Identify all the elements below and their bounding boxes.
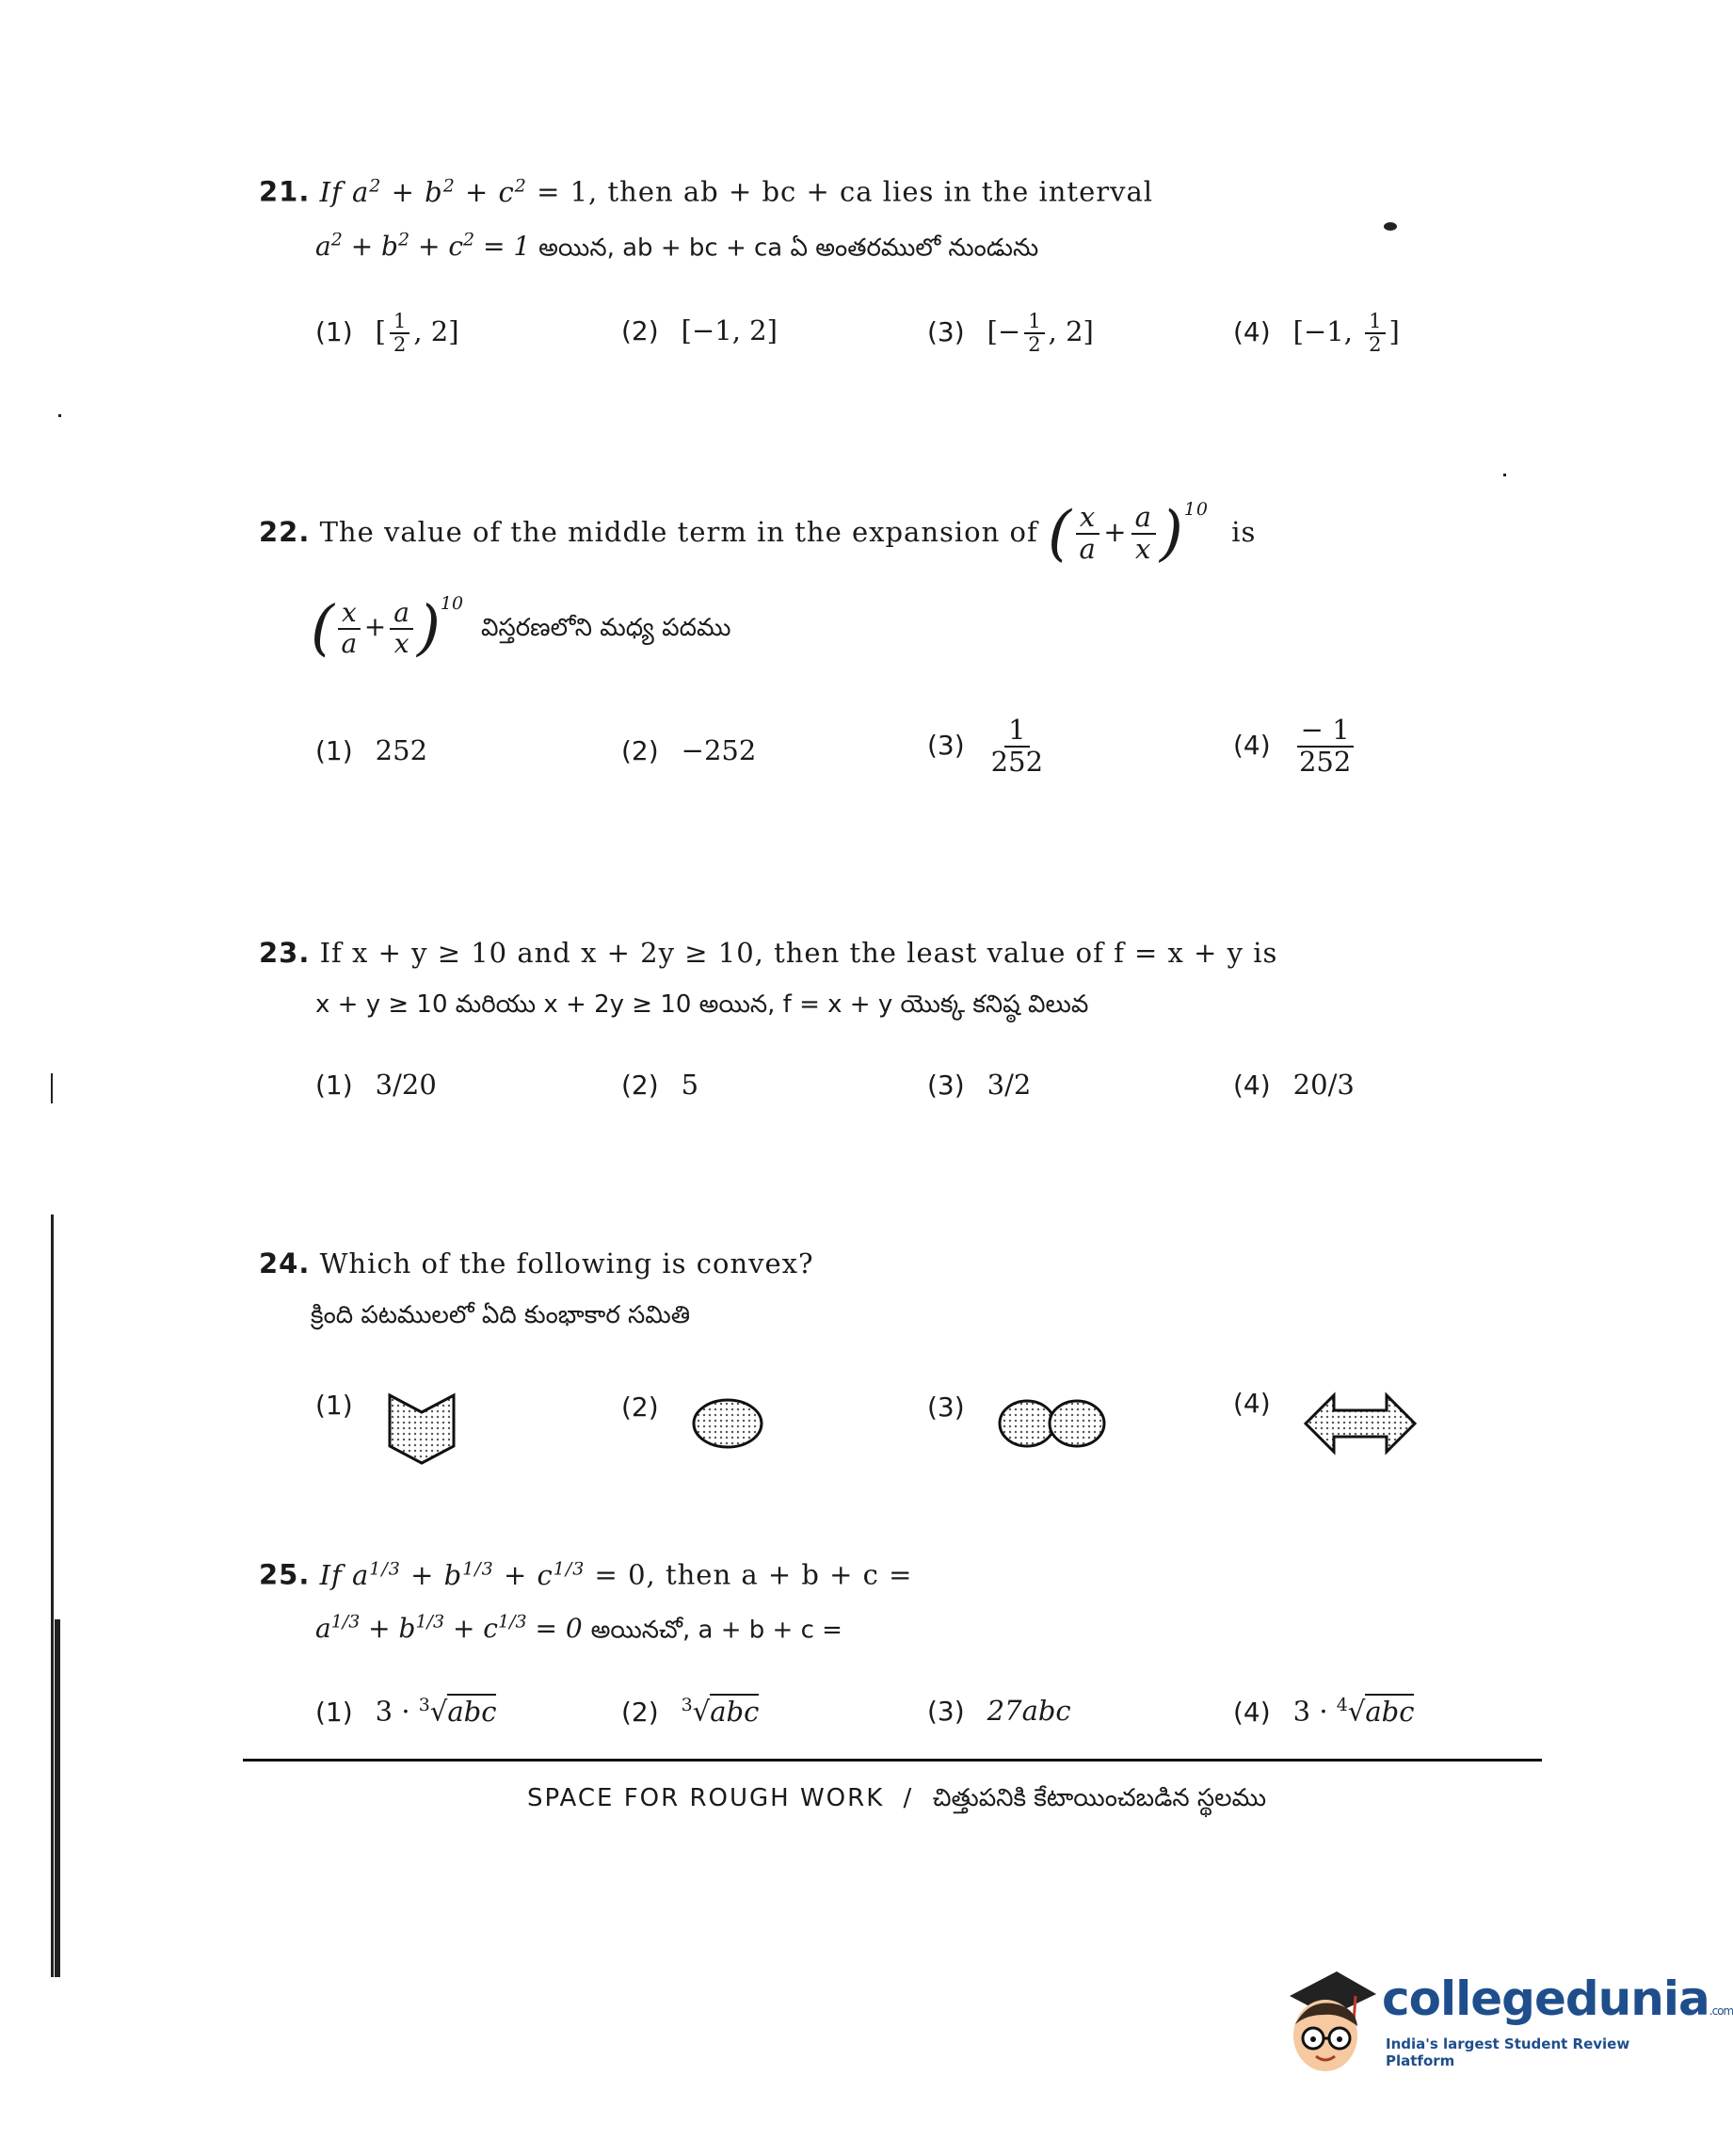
- rough-work-label: SPACE FOR ROUGH WORK / చిత్తుపనికి కేటాయించబడిన స్థలము: [527, 1784, 1267, 1812]
- option-24-4[interactable]: (4): [1233, 1392, 1420, 1456]
- option-23-3[interactable]: (3) 3/2: [927, 1069, 1032, 1101]
- question-23-text: 23. If x + y ≥ 10 and x + 2y ≥ 10, then the least value of f = x + y is: [259, 937, 1278, 969]
- option-21-4[interactable]: (4) [−1, $\frac{1}{2}$ ]: [1233, 310, 1400, 357]
- scan-mark: [58, 414, 61, 417]
- option-24-1[interactable]: (1): [315, 1392, 459, 1467]
- question-25-text: 25. If $a^{1/3} + b^{1/3} + c^{1/3} = 0$, then a + b + c =: [259, 1558, 913, 1591]
- logo-tagline: India's largest Student Review Platform: [1386, 2035, 1630, 2069]
- question-22-text: 22. The value of the middle term in the expansion of ( $\frac{x}{a}$ + $\frac{a}{x}$ )$^{10}$ is: [259, 499, 1257, 569]
- scan-mark: [51, 1073, 53, 1103]
- option-25-2[interactable]: (2) $^3$√abc: [621, 1695, 760, 1728]
- question-25-telugu: $a^{1/3} + b^{1/3} + c^{1/3} = 0$ అయినచో, a + b + c =: [315, 1612, 842, 1645]
- mascot-icon: [1271, 1958, 1374, 2081]
- option-23-2[interactable]: (2) 5: [621, 1069, 699, 1101]
- question-22-telugu: ( $\frac{x}{a}$ + $\frac{a}{x}$ )$^{10}$ విస్తరణలోని మధ్య పదము: [311, 593, 731, 664]
- option-22-4[interactable]: (4) $\frac{- 1}{252}$: [1233, 716, 1357, 778]
- question-24-text: 24. Which of the following is convex?: [259, 1247, 814, 1279]
- option-22-1[interactable]: (1) 252: [315, 734, 428, 766]
- option-23-4[interactable]: (4) 20/3: [1233, 1069, 1355, 1101]
- expression: ( $\frac{x}{a}$ + $\frac{a}{x}$ )$^{10}$: [311, 593, 464, 664]
- option-22-2[interactable]: (2) −252: [621, 734, 757, 766]
- option-25-4[interactable]: (4) 3 · $^4$√abc: [1233, 1695, 1415, 1728]
- option-22-3[interactable]: (3) $\frac{1}{252}$: [927, 714, 1044, 778]
- double-arrow-shape: [1302, 1392, 1420, 1456]
- chevron-shape: [384, 1392, 459, 1467]
- question-21-text: 21. If $a^2 + b^2 + c^2 = 1$, then ab + bc + ca lies in the interval: [259, 175, 1154, 208]
- left-edge-line: [51, 1215, 54, 1977]
- double-ellipse-shape: [996, 1395, 1109, 1452]
- option-21-3[interactable]: (3) [− $\frac{1}{2}$ , 2]: [927, 310, 1094, 357]
- scan-mark: [1384, 222, 1397, 231]
- footer-rule: [243, 1759, 1542, 1762]
- logo-name: collegedunia: [1382, 1971, 1709, 2026]
- question-24-telugu: క్రింది పటములలో ఏది కుంభాకార సమితి: [311, 1301, 691, 1329]
- question-23-telugu: x + y ≥ 10 మరియు x + 2y ≥ 10 అయిన, f = x + y యొక్క కనిష్ఠ విలువ: [315, 990, 1089, 1019]
- option-21-2[interactable]: (2) [−1, 2]: [621, 314, 778, 346]
- scan-mark: [1503, 474, 1506, 476]
- option-23-1[interactable]: (1) 3/20: [315, 1069, 437, 1101]
- logo: collegedunia.com India's largest Student Review Platform: [1271, 1958, 1685, 2081]
- question-21-telugu: $a^2 + b^2 + c^2 = 1$ అయిన, ab + bc + ca ఏ అంతరములో నుండును: [315, 230, 1039, 263]
- question-number: 21.: [259, 175, 311, 208]
- option-21-1[interactable]: (1) [ $\frac{1}{2}$ , 2]: [315, 310, 459, 357]
- option-24-3[interactable]: (3): [927, 1395, 1109, 1452]
- left-edge-line: [55, 1619, 60, 1977]
- expression: ( $\frac{x}{a}$ + $\frac{a}{x}$ )$^{10}$: [1047, 499, 1210, 569]
- option-25-3[interactable]: (3) 27abc: [927, 1695, 1071, 1727]
- ellipse-shape: [690, 1395, 765, 1452]
- option-24-2[interactable]: (2): [621, 1395, 765, 1452]
- option-25-1[interactable]: (1) 3 · $^3$√abc: [315, 1695, 497, 1728]
